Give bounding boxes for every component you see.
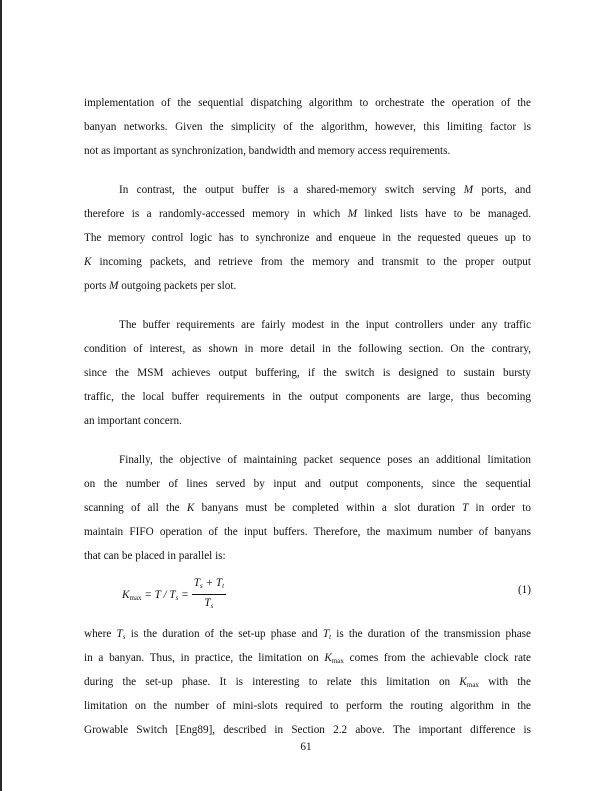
equation-text: + T [202,577,223,589]
text-line [84,624,531,648]
equation-lhs [122,589,189,602]
text-line: banyan networks. Given the simplicity of the algorithm, however, this limiting factor is [84,121,531,133]
variable-k: K [186,502,195,514]
text-run: linked lists have to be managed. [357,208,531,220]
variable-k: K [84,256,92,268]
text-line: not as important as synchronization, bandwidth and memory access requirements. [84,145,451,157]
equation-text: T [193,577,200,589]
text-run: is the duration of the transmission phase [331,628,531,640]
text-run: therefore is a randomly-accessed memory in which [84,208,348,220]
subscript: s [175,593,179,602]
page-edge-border [0,0,2,791]
text-line: since the MSM achieves output buffering, if the switch is designed to sustain bursty [84,367,531,379]
text-run: with the [478,676,531,688]
equation-1 [84,574,531,614]
page-body [84,93,531,744]
text-line [84,648,531,672]
text-line [84,180,531,204]
fraction-numerator [192,576,226,595]
text-line: that can be placed in parallel is: [84,550,226,562]
subscript: t [222,582,225,590]
paragraph-output-buffer [84,180,531,300]
text-line [84,276,531,300]
variable-t: T [462,502,469,514]
subscript: max [129,593,142,602]
text-line: maintain FIFO operation of the input buffers. Therefore, the maximum number of banyans [84,526,531,538]
text-line: implementation of the sequential dispatching algorithm to orchestrate the operation of the [84,97,531,109]
page-number: 61 [300,741,312,753]
fraction-denominator [192,595,226,614]
text-line: limitation on the number of mini-slots required to perform the routing algorithm in the [84,700,531,712]
text-run: In contrast, the output buffer is a shared-memory switch serving [119,184,464,196]
fraction [192,576,226,614]
paragraph-dispatching [84,93,531,165]
text-line [84,498,531,522]
subscript: t [329,633,332,641]
text-line: The memory control logic has to synchronize and enqueue in the requested queues up to [84,232,531,244]
subscript: s [210,602,214,610]
subscript: max [331,657,344,665]
text-run: scanning of all the [84,502,187,514]
text-line: The buffer requirements are fairly modest in the input controllers under any traffic [119,319,531,331]
text-run: incoming packets, and retrieve from the memory and transmit to the proper output [91,256,531,268]
subscript: s [199,582,203,590]
equation-text: = T / T [141,588,176,601]
text-run: ports [84,280,110,292]
paragraph-packet-sequence [84,450,531,570]
text-run: comes from the achievable clock rate [343,652,531,664]
equation-body [122,576,226,614]
text-run: is the duration of the set-up phase and [125,628,323,640]
text-line [84,252,531,276]
text-line: an important concern. [84,415,182,427]
variable-k: K [459,676,467,688]
paragraph-kmax-discussion [84,624,531,744]
variable-t: T [116,628,123,640]
text-line [84,672,531,696]
subscript: s [122,633,126,641]
subscript: max [466,681,479,689]
variable-k: K [122,588,130,601]
variable-t: T [322,628,330,640]
variable-m: M [347,208,358,220]
equation-text: = [178,588,189,601]
text-run: ports, and [473,184,531,196]
text-run: in a banyan. Thus, in practice, the limitation on [84,652,325,664]
text-line [84,204,531,228]
text-line: traffic, the local buffer requirements in the output components are large, thus becoming [84,391,531,403]
text-run: during the set-up phase. It is interesting to relate this limitation on [84,676,460,688]
equation-text: T [204,597,211,609]
text-run: where [84,628,117,640]
text-line: Growable Switch [Eng89], described in Section 2.2 above. The important difference is [84,724,531,736]
text-run: in order to [468,502,532,514]
variable-m: M [463,184,474,196]
text-line: condition of interest, as shown in more detail in the following section. On the contrary, [84,343,531,355]
variable-k: K [324,652,332,664]
equation-number: (1) [517,584,531,596]
paragraph-buffer-requirements [84,315,531,435]
text-run: outgoing packets per slot. [118,280,237,292]
variable-m: M [109,280,119,292]
text-line: Finally, the objective of maintaining packet sequence poses an additional limitation [119,454,531,466]
text-line: on the number of lines served by input and output components, since the sequential [84,478,531,490]
text-run: banyans must be completed within a slot duration [194,502,463,514]
